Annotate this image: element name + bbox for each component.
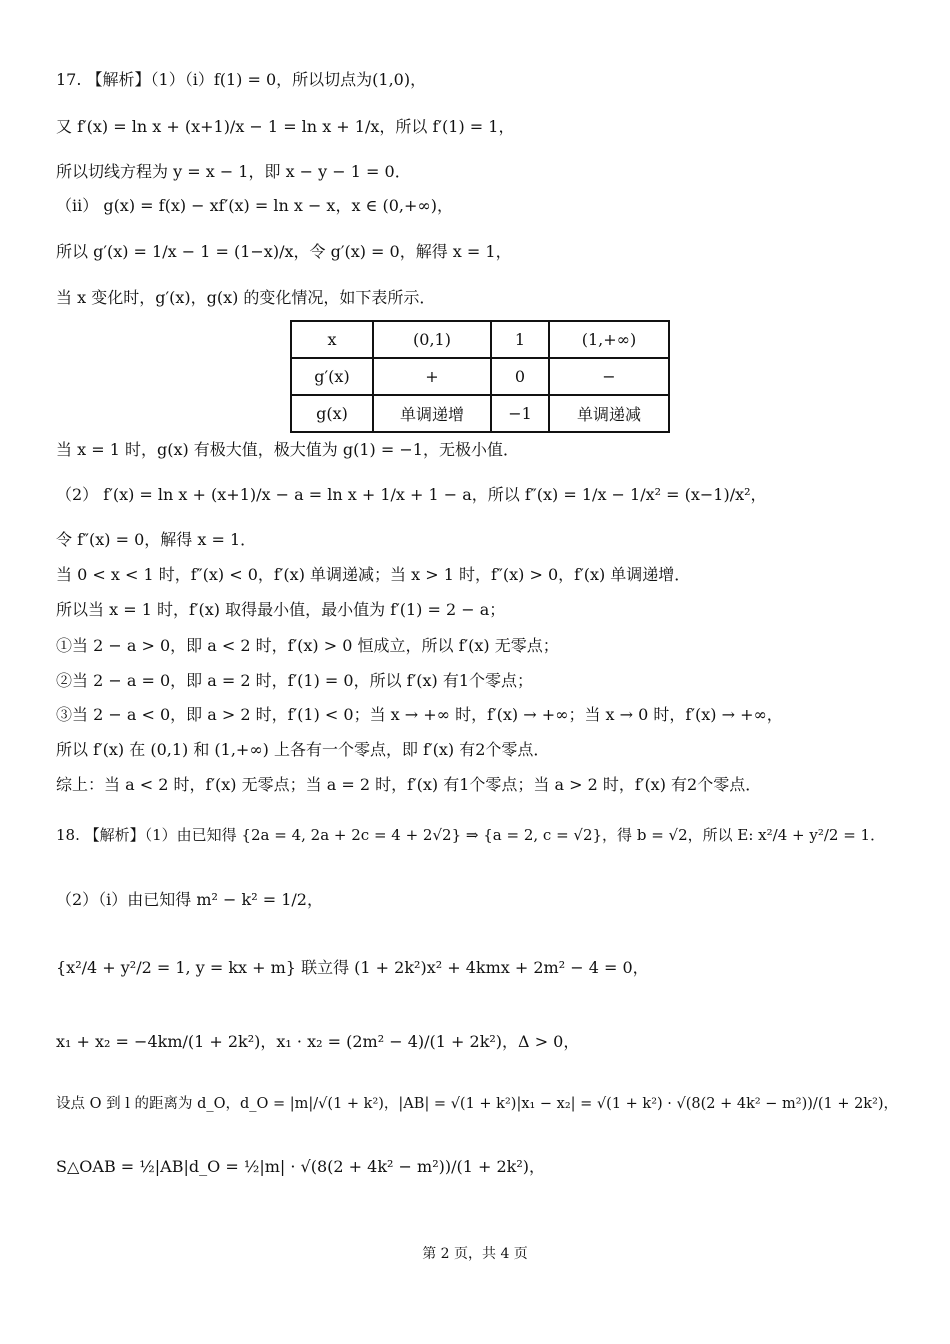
text-line: 综上：当 a < 2 时，f′(x) 无零点；当 a = 2 时，f′(x) 有1个零点；当 a > 2 时，f′(x) 有2个零点． — [56, 775, 762, 794]
text-line: 所以 g′(x) = 1/x − 1 = (1−x)/x，令 g′(x) = 0，解得 x = 1， — [56, 242, 512, 261]
text-line: 所以当 x = 1 时，f′(x) 取得最小值，最小值为 f′(1) = 2 − a； — [56, 600, 506, 619]
text-line: {x²/4 + y²/2 = 1, y = kx + m} 联立得 (1 + 2k²)x² + 4kmx + 2m² − 4 = 0， — [56, 958, 649, 977]
text-line: 设点 O 到 l 的距离为 d_O，d_O = |m|/√(1 + k²)，|AB| = √(1 + k²)|x₁ − x₂| = √(1 + k²) · √(8(2 + 4k² − m²))/(1 + 2k²)， — [56, 1096, 899, 1112]
table-cell: (0,1) — [373, 321, 491, 358]
text-line: ②当 2 − a = 0，即 a = 2 时，f′(1) = 0，所以 f′(x) 有1个零点； — [56, 671, 534, 690]
text-line: 18. 【解析】（1）由已知得 {2a = 4, 2a + 2c = 4 + 2√2} ⇒ {a = 2, c = √2}，得 b = √2，所以 E: x²/4 + y²/2 = 1． — [56, 826, 886, 844]
table-cell: g′(x) — [291, 358, 373, 395]
text-line: ③当 2 − a < 0，即 a > 2 时，f′(1) < 0；当 x → +∞ 时，f′(x) → +∞；当 x → 0 时，f′(x) → +∞， — [56, 705, 783, 724]
text-line: 所以 f′(x) 在 (0,1) 和 (1,+∞) 上各有一个零点，即 f′(x) 有2个零点． — [56, 740, 550, 759]
table-cell: g(x) — [291, 395, 373, 432]
text-line: （2） f′(x) = ln x + (x+1)/x − a = ln x + 1/x + 1 − a，所以 f″(x) = 1/x − 1/x² = (x−1)/x²， — [56, 485, 767, 504]
table-cell: 0 — [491, 358, 549, 395]
table-cell: (1,+∞) — [549, 321, 669, 358]
table-cell: x — [291, 321, 373, 358]
text-line: 令 f″(x) = 0，解得 x = 1． — [56, 530, 257, 549]
table-cell: 单调递增 — [373, 395, 491, 432]
text-line: 当 x 变化时，g′(x)，g(x) 的变化情况，如下表所示． — [56, 288, 436, 307]
table-cell: + — [373, 358, 491, 395]
variation-table — [290, 320, 670, 433]
page-footer: 第 2 页，共 4 页 — [422, 1246, 528, 1262]
text-line: （ii） g(x) = f(x) − xf′(x) = ln x − x，x ∈ (0,+∞)， — [56, 196, 453, 215]
text-line: 又 f′(x) = ln x + (x+1)/x − 1 = ln x + 1/x，所以 f′(1) = 1， — [56, 117, 515, 136]
text-line: 17. 【解析】（1）（i）f(1) = 0，所以切点为(1,0)， — [56, 70, 427, 89]
table-cell: 单调递减 — [549, 395, 669, 432]
text-line: S△OAB = ½|AB|d_O = ½|m| · √(8(2 + 4k² − m²))/(1 + 2k²)， — [56, 1157, 546, 1176]
text-line: 所以切线方程为 y = x − 1，即 x − y − 1 = 0． — [56, 162, 411, 181]
table-row — [291, 358, 669, 395]
table-cell: − — [549, 358, 669, 395]
text-line: （2）（i）由已知得 m² − k² = 1/2， — [56, 890, 323, 909]
text-line: ①当 2 − a > 0，即 a < 2 时，f′(x) > 0 恒成立，所以 f′(x) 无零点； — [56, 636, 559, 655]
text-line: x₁ + x₂ = −4km/(1 + 2k²)，x₁ · x₂ = (2m² − 4)/(1 + 2k²)，Δ > 0， — [56, 1032, 580, 1051]
text-line: 当 0 < x < 1 时，f″(x) < 0，f′(x) 单调递减；当 x > 1 时，f″(x) > 0，f′(x) 单调递增． — [56, 565, 691, 584]
text-line: 当 x = 1 时，g(x) 有极大值，极大值为 g(1) = −1，无极小值． — [56, 440, 519, 459]
table-cell: 1 — [491, 321, 549, 358]
table-cell: −1 — [491, 395, 549, 432]
table-row — [291, 395, 669, 432]
table-row — [291, 321, 669, 358]
